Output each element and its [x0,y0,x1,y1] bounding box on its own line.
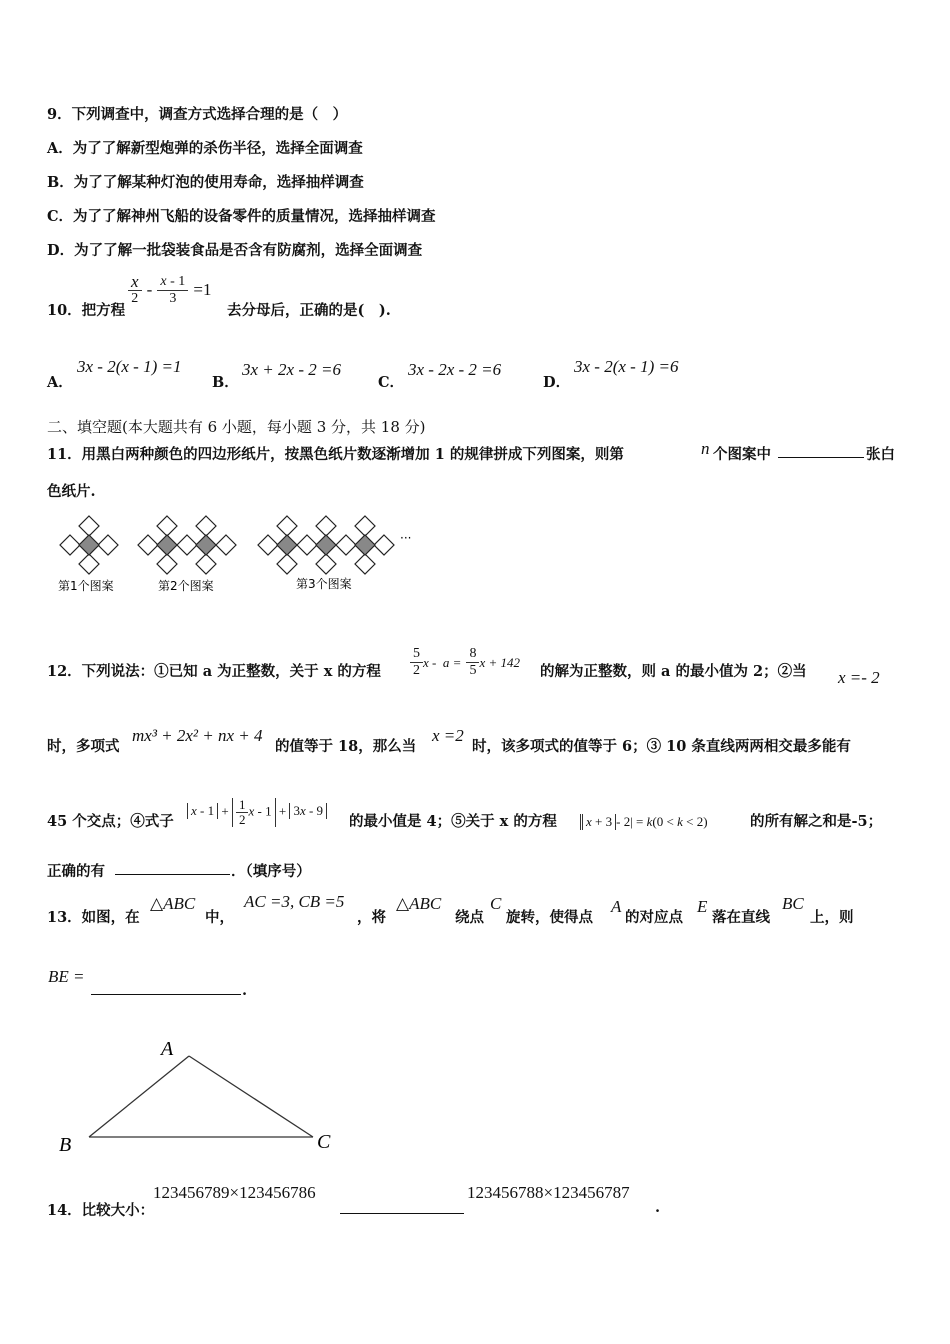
q13-point-e: E [697,897,708,916]
q12-polynomial: mx³ + 2x² + nx + 4 [132,726,263,745]
q12-line3b: 的最小值是 4；⑤关于 x 的方程 [349,813,557,830]
q11-pattern-figure [50,508,430,600]
q12-line1a: 12．下列说法：①已知 a 为正整数，关于 x 的方程 [47,663,381,680]
q13-line-bc: BC [782,894,804,913]
pattern-3 [258,516,394,574]
q12-line2a: 时，多项式 [47,738,120,755]
side-ab [89,1056,189,1137]
q9-option-c: C．为了了解神州飞船的设备零件的质量情况，选择抽样调查 [47,208,436,225]
q12-line2c: 时，该多项式的值等于 6；③ 10 条直线两两相交最多能有 [472,738,851,755]
q13-part6: 的对应点 [625,909,683,926]
q9-option-a: A．为了了解新型炮弹的杀伤半径，选择全面调查 [47,140,363,157]
pattern-1 [60,516,118,574]
q13-part1: 13．如图，在 [47,909,140,926]
q13-part5: 旋转，使得点 [506,909,593,926]
q12-answer-blank[interactable] [115,860,230,875]
q12-line1b: 的解为正整数，则 a 的最小值为 2；②当 [540,663,807,680]
pattern-1-label: 第1个图案 [58,579,114,593]
q9-option-d: D．为了了解一批袋装食品是否含有防腐剂，选择全面调查 [47,242,423,259]
q13-end: . [242,982,248,999]
q11-answer-blank[interactable] [778,443,864,458]
q13-triangle-1: △ABC [150,894,196,913]
vertex-b-label: B [59,1134,72,1156]
q13-point-c: C [490,894,502,913]
q9-stem: 9．下列调查中，调查方式选择合理的是（ ） [47,106,348,123]
q10-suffix: 去分母后，正确的是( ). [227,302,391,319]
q10-prefix: 10．把方程 [47,302,126,319]
q14-answer-blank[interactable] [340,1199,464,1214]
q10-opt-b-label: B． [212,374,239,391]
q14-label: 14．比较大小： [47,1202,155,1219]
q13-triangle-2: △ABC [396,894,442,913]
q10-opt-d-label: D． [543,374,571,391]
q14-right-expression: 123456788×123456787 [467,1183,630,1202]
q11-line1b: 个图案中 [713,446,771,463]
q10-opt-a: 3x - 2(x - 1) =1 [77,357,182,376]
q14-left-expression: 123456789×123456786 [153,1183,316,1202]
q10-opt-b: 3x + 2x - 2 =6 [242,360,341,379]
q13-part2: 中， [205,909,234,926]
q13-be-label: BE = [48,967,85,986]
q11-line1c: 张白 [866,446,895,463]
q13-given: AC =3, CB =5 [244,892,345,911]
q13-part3: ，将 [357,909,386,926]
q13-part7: 落在直线 [712,909,770,926]
q11-line2: 色纸片. [47,483,96,500]
pattern-3-label: 第3个图案 [296,577,352,591]
q12-line2b: 的值等于 18，那么当 [275,738,417,755]
q13-answer-blank[interactable] [91,980,241,995]
pattern-ellipsis: ··· [400,531,412,545]
q11-var-n: n [701,439,710,458]
pattern-2-label: 第2个图案 [158,579,214,593]
q12-line4a: 正确的有 [47,863,105,880]
vertex-a-label: A [161,1038,174,1060]
q13-part4: 绕点 [455,909,484,926]
q11-line1a: 11．用黑白两种颜色的四边形纸片，按黑色纸片数逐渐增加 1 的规律拼成下列图案，则第 [47,446,624,463]
q10-opt-d: 3x - 2(x - 1) =6 [574,357,679,376]
q13-part8: 上，则 [810,909,854,926]
q12-cond-1: x =- 2 [838,668,880,687]
q12-abs-expression: x - 1 + $\frac{1}{2}$ x - 1 + 3x - 9 [187,798,327,827]
q12-line3a: 45 个交点；④式子 [47,813,174,830]
q12-line4b: ．（填序号） [231,863,311,880]
q14-end: . [655,1199,661,1216]
q12-equation: $\frac{5}{2}$ x - a = $\frac{8}{5}$ x + 142 [410,646,520,679]
q13-point-a: A [611,897,622,916]
q10-opt-a-label: A． [47,374,73,391]
q12-abs-equation: x + 3 - 2| = k(0 < k < 2) [580,814,708,830]
q10-equation: $\frac{x}{2}$ - $\frac{x - 1}{3}$ =1 [128,274,211,307]
q10-opt-c: 3x - 2x - 2 =6 [408,360,502,379]
q9-option-b: B．为了了解某种灯泡的使用寿命，选择抽样调查 [47,174,364,191]
q12-line3c: 的所有解之和是-5； [750,813,883,830]
section-2-title: 二、填空题(本大题共有 6 小题，每小题 3 分，共 18 分) [47,418,426,436]
q13-triangle-figure [55,1030,355,1160]
side-ac [189,1056,313,1137]
pattern-2 [138,516,236,574]
q10-opt-c-label: C． [378,374,405,391]
q12-cond-2: x =2 [432,726,464,745]
vertex-c-label: C [317,1131,331,1153]
